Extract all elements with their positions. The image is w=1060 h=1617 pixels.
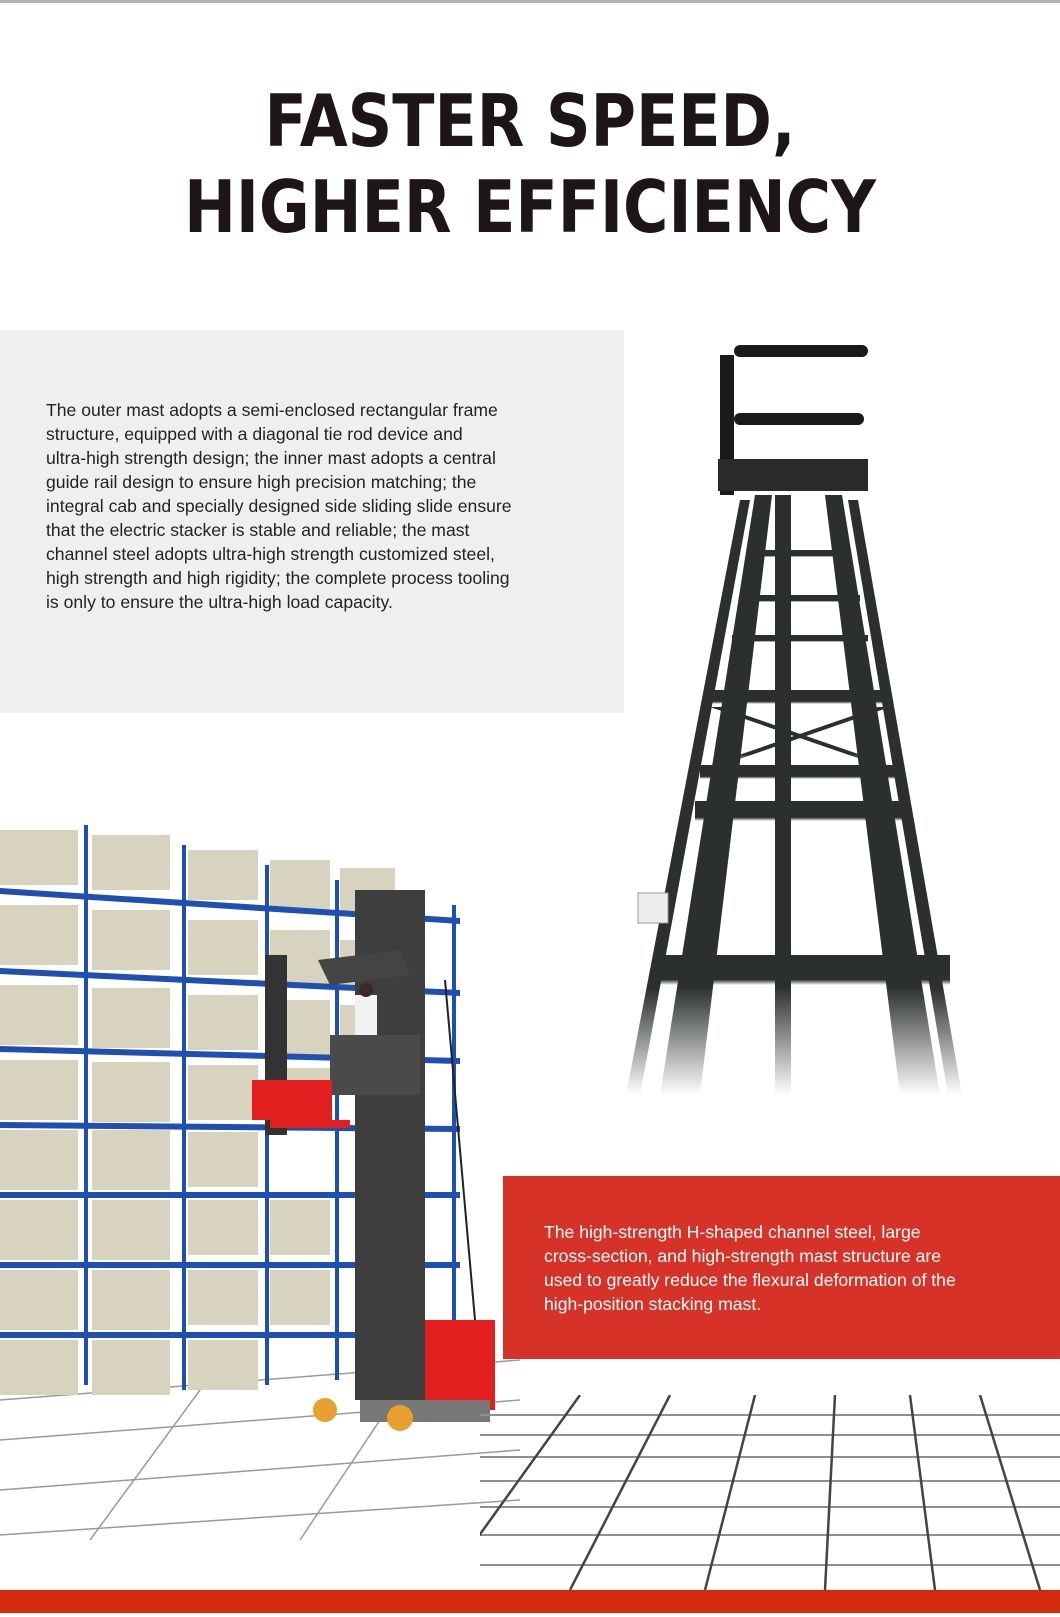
text-line: The outer mast adopts a semi-enclosed rectangular frame [46,400,498,420]
turret-forklift-in-warehouse-image [0,800,520,1540]
mast-description-text [46,398,566,614]
floor-grid-graphic [480,1395,1060,1590]
text-line: high-position stacking mast. [544,1294,762,1314]
text-line: integral cab and specially designed side sliding slide ensure [46,496,512,516]
channel-steel-description-text [544,1220,1014,1316]
text-line: The high-strength H-shaped channel steel, large [544,1222,921,1242]
bottom-accent-bar [0,1590,1060,1613]
text-line: channel steel adopts ultra-high strength customized steel, [46,544,495,564]
page-title [74,78,986,250]
text-line: is only to ensure the ultra-high load capacity. [46,592,393,612]
text-line: cross-section, and high-strength mast structure are [544,1246,942,1266]
title-line-1: FASTER SPEED, [264,79,796,163]
mast-description-panel [0,330,624,713]
title-line-2: HIGHER EFFICIENCY [184,165,876,249]
text-line: ultra-high strength design; the inner mast adopts a central [46,448,496,468]
text-line: that the electric stacker is stable and reliable; the mast [46,520,470,540]
top-divider [0,0,1060,3]
channel-steel-description-panel [503,1176,1060,1359]
forklift-mast-closeup-image [600,335,1000,1135]
text-line: structure, equipped with a diagonal tie rod device and [46,424,463,444]
text-line: high strength and high rigidity; the complete process tooling [46,568,510,588]
text-line: used to greatly reduce the flexural deformation of the [544,1270,956,1290]
text-line: guide rail design to ensure high precision matching; the [46,472,477,492]
